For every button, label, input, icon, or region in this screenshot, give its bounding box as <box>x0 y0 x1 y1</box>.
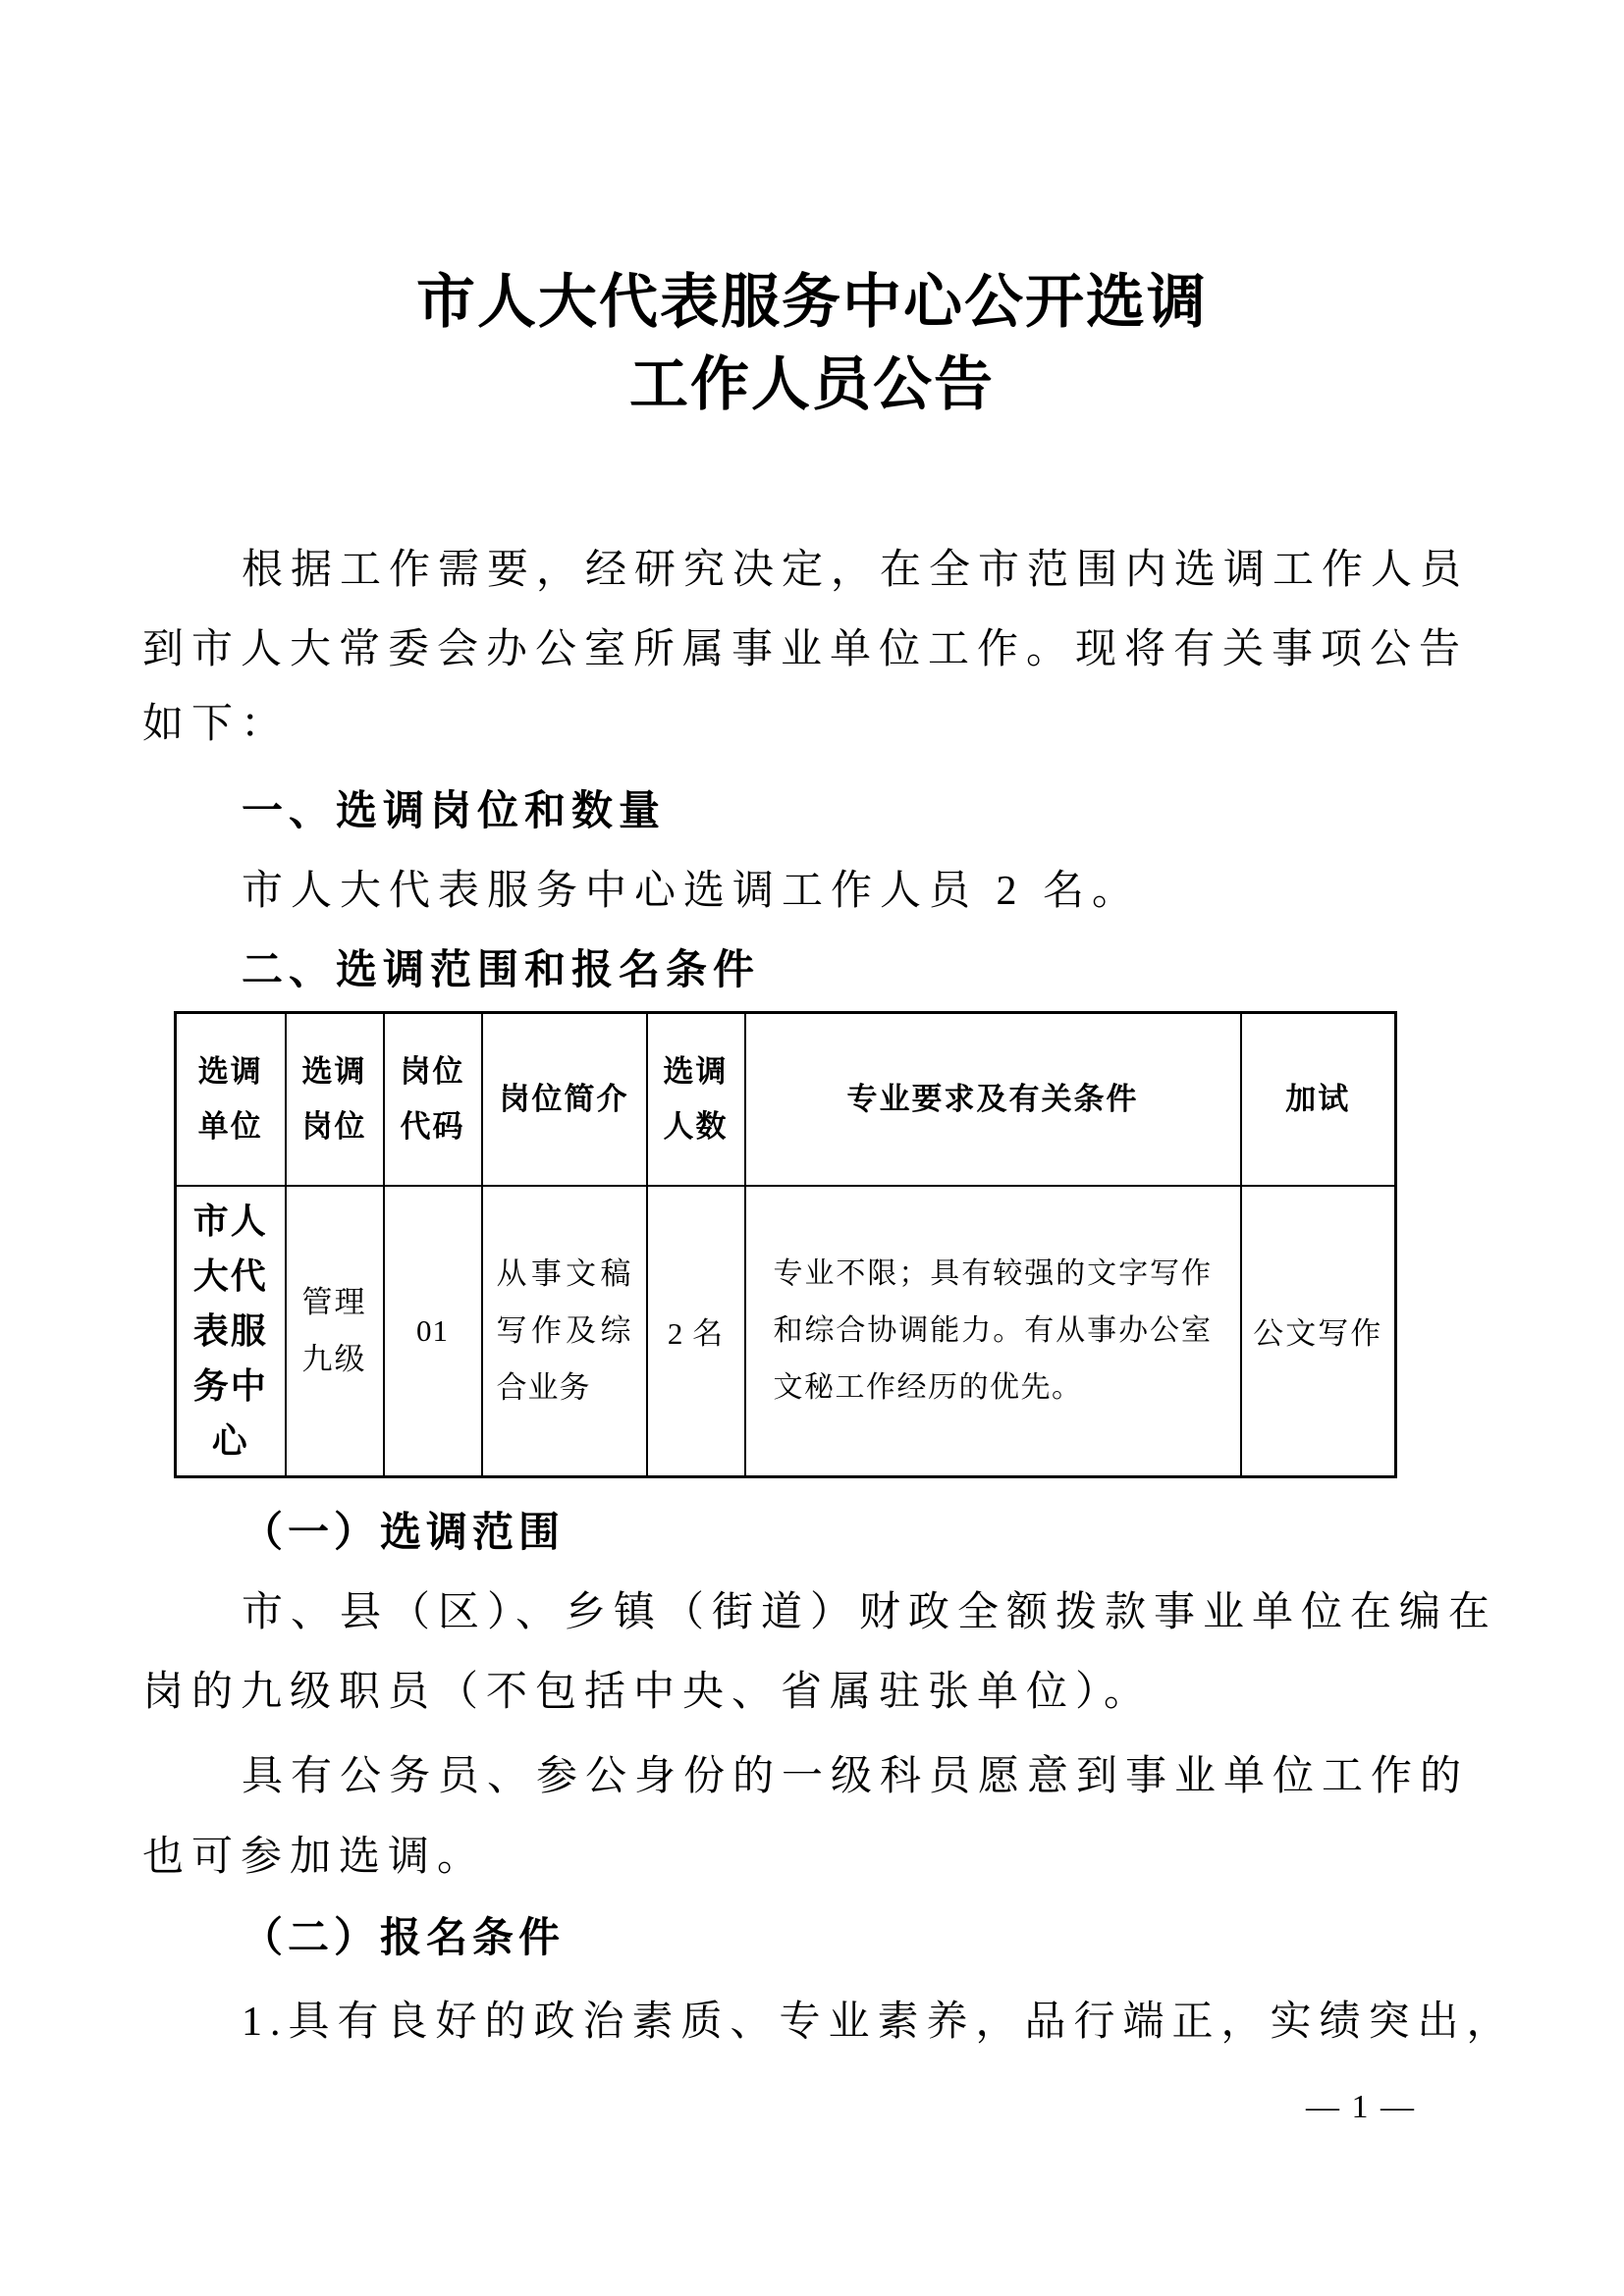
cell-code: 01 <box>384 1186 482 1477</box>
col-header-unit: 选调单位 <box>176 1013 286 1186</box>
col-header-code: 岗位代码 <box>384 1013 482 1186</box>
intro-line-1: 根据工作需要，经研究决定，在全市范围内选调工作人员 <box>242 548 1470 593</box>
sub1-heading: （一）选调范围 <box>242 1508 566 1556</box>
sub1-para2-line-1: 具有公务员、参公身份的一级科员愿意到事业单位工作的 <box>242 1754 1470 1799</box>
col-header-count: 选调人数 <box>647 1013 745 1186</box>
sub1-line-1: 市、县（区）、乡镇（街道）财政全额拨款事业单位在编在 <box>242 1590 1498 1635</box>
positions-table <box>174 1011 1397 1478</box>
col-header-post: 选调岗位 <box>286 1013 384 1186</box>
col-header-requirements: 专业要求及有关条件 <box>745 1013 1241 1186</box>
document-title-line2: 工作人员公告 <box>629 350 995 419</box>
col-header-intro: 岗位简介 <box>482 1013 647 1186</box>
sub1-para2-line-2: 也可参加选调。 <box>142 1835 487 1880</box>
table-row <box>176 1186 1396 1477</box>
table-header-row <box>176 1013 1396 1186</box>
cell-intro: 从事文稿写作及综合业务 <box>482 1186 647 1477</box>
section2-heading: 二、选调范围和报名条件 <box>242 945 761 993</box>
page-number: — 1 — <box>1306 2089 1416 2125</box>
col-header-extra-test: 加试 <box>1241 1013 1396 1186</box>
intro-line-2: 到市人大常委会办公室所属事业单位工作。现将有关事项公告 <box>142 627 1469 672</box>
cell-requirements: 专业不限；具有较强的文字写作和综合协调能力。有从事办公室文秘工作经历的优先。 <box>745 1186 1241 1477</box>
cell-count: 2 名 <box>647 1186 745 1477</box>
sub1-line-2: 岗的九级职员（不包括中央、省属驻张单位）。 <box>142 1670 1154 1715</box>
sub2-line-1: 1.具有良好的政治素质、专业素养，品行端正，实绩突出， <box>242 2000 1516 2045</box>
document-title-line1: 市人大代表服务中心公开选调 <box>416 268 1208 337</box>
section1-body: 市人大代表服务中心选调工作人员 2 名。 <box>242 869 1142 914</box>
document-title <box>0 261 1624 426</box>
section1-heading: 一、选调岗位和数量 <box>242 786 667 834</box>
cell-extra-test: 公文写作 <box>1241 1186 1396 1477</box>
intro-line-3: 如下： <box>142 702 291 747</box>
sub2-heading: （二）报名条件 <box>242 1913 566 1961</box>
cell-post: 管理九级 <box>286 1186 384 1477</box>
cell-unit: 市人大代表服务中心 <box>176 1186 286 1477</box>
